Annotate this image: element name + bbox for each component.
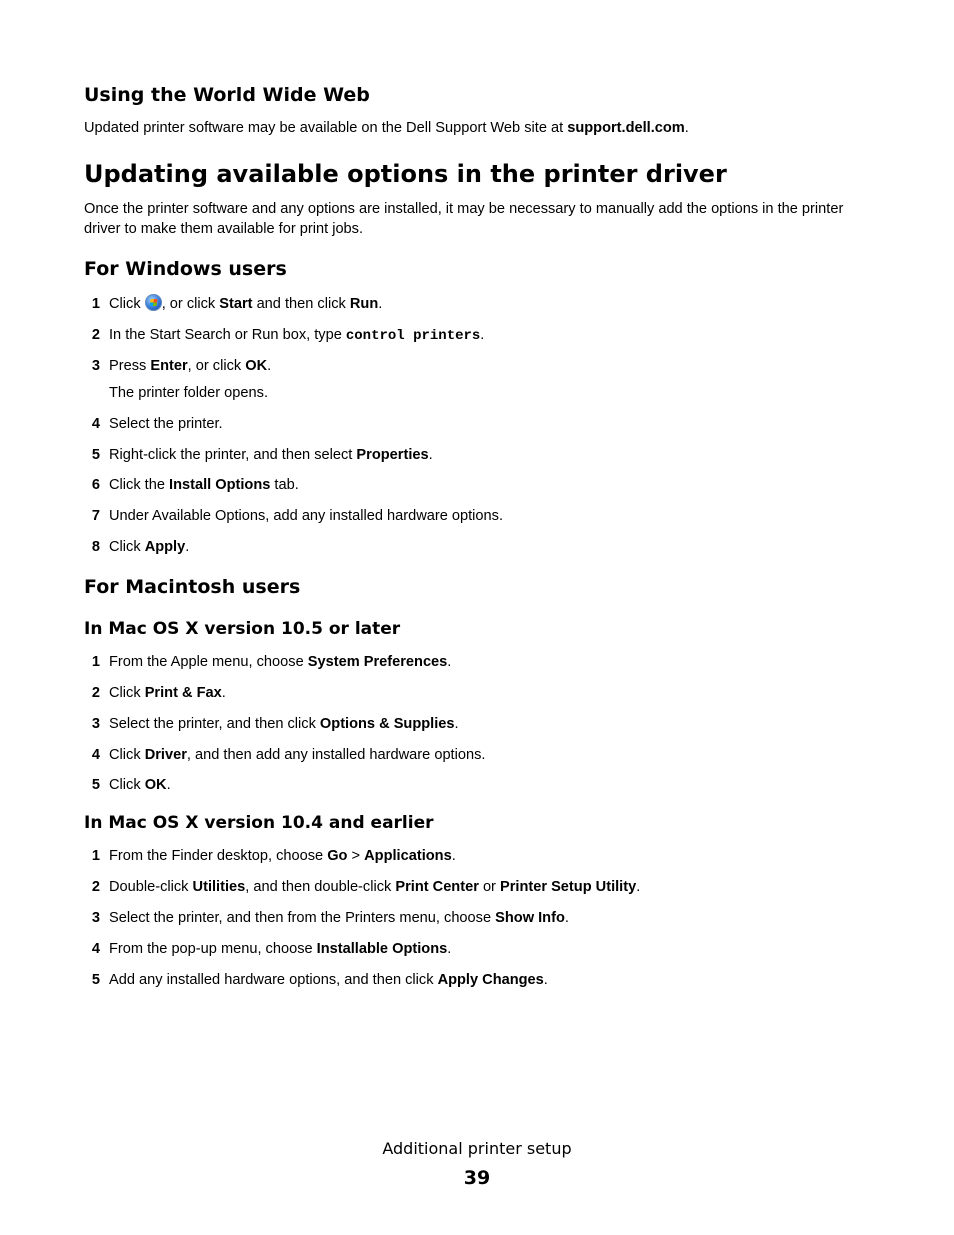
section-heading-windows: For Windows users xyxy=(84,258,287,280)
page-title: Updating available options in the printer driver xyxy=(84,160,727,188)
footer-chapter-title: Additional printer setup xyxy=(382,1139,572,1158)
section-heading-mac: For Macintosh users xyxy=(84,576,301,598)
windows-step-3-note: The printer folder opens. xyxy=(109,385,268,401)
command-text: control printers xyxy=(345,328,481,344)
support-link[interactable]: support.dell.com xyxy=(567,120,685,136)
subsection-heading-mac-10-5: In Mac OS X version 10.5 or later xyxy=(84,619,401,639)
www-paragraph: Updated printer software may be available on the Dell Support Web site at support.dell.com. xyxy=(84,120,689,136)
page-number: 39 xyxy=(463,1167,491,1189)
windows-start-orb-icon xyxy=(145,294,162,311)
subsection-heading-mac-10-4: In Mac OS X version 10.4 and earlier xyxy=(84,813,434,833)
section-heading-www: Using the World Wide Web xyxy=(84,84,370,106)
updating-paragraph: Once the printer software and any options are installed, it may be necessary to manually add the options in the printer driver to make them available for print jobs. xyxy=(84,201,844,237)
